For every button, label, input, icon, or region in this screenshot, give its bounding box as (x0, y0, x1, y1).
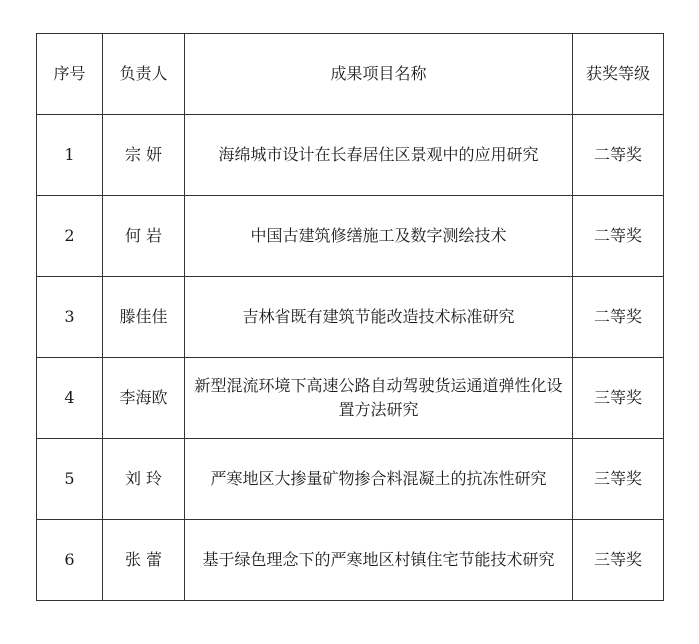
cell-award: 三等奖 (573, 520, 664, 601)
cell-title: 海绵城市设计在长春居住区景观中的应用研究 (185, 115, 573, 196)
header-no: 序号 (37, 34, 103, 115)
header-person: 负责人 (103, 34, 185, 115)
cell-person: 张 蕾 (103, 520, 185, 601)
cell-person: 滕佳佳 (103, 277, 185, 358)
cell-title: 中国古建筑修缮施工及数字测绘技术 (185, 196, 573, 277)
cell-award: 二等奖 (573, 196, 664, 277)
award-table (36, 33, 664, 601)
table-row (37, 196, 664, 277)
cell-award: 二等奖 (573, 115, 664, 196)
table-row (37, 277, 664, 358)
cell-no: 1 (37, 115, 103, 196)
cell-award: 三等奖 (573, 439, 664, 520)
cell-no: 2 (37, 196, 103, 277)
cell-title: 基于绿色理念下的严寒地区村镇住宅节能技术研究 (185, 520, 573, 601)
cell-person: 李海欧 (103, 358, 185, 439)
header-award: 获奖等级 (573, 34, 664, 115)
cell-person: 何 岩 (103, 196, 185, 277)
table-row (37, 358, 664, 439)
cell-award: 二等奖 (573, 277, 664, 358)
header-title: 成果项目名称 (185, 34, 573, 115)
cell-no: 3 (37, 277, 103, 358)
cell-no: 6 (37, 520, 103, 601)
cell-award: 三等奖 (573, 358, 664, 439)
cell-title: 新型混流环境下高速公路自动驾驶货运通道弹性化设置方法研究 (185, 358, 573, 439)
header-row (37, 34, 664, 115)
cell-no: 5 (37, 439, 103, 520)
cell-title: 吉林省既有建筑节能改造技术标准研究 (185, 277, 573, 358)
cell-person: 刘 玲 (103, 439, 185, 520)
table-row (37, 115, 664, 196)
table-row (37, 439, 664, 520)
cell-no: 4 (37, 358, 103, 439)
cell-person: 宗 妍 (103, 115, 185, 196)
table-row (37, 520, 664, 601)
cell-title: 严寒地区大掺量矿物掺合料混凝土的抗冻性研究 (185, 439, 573, 520)
